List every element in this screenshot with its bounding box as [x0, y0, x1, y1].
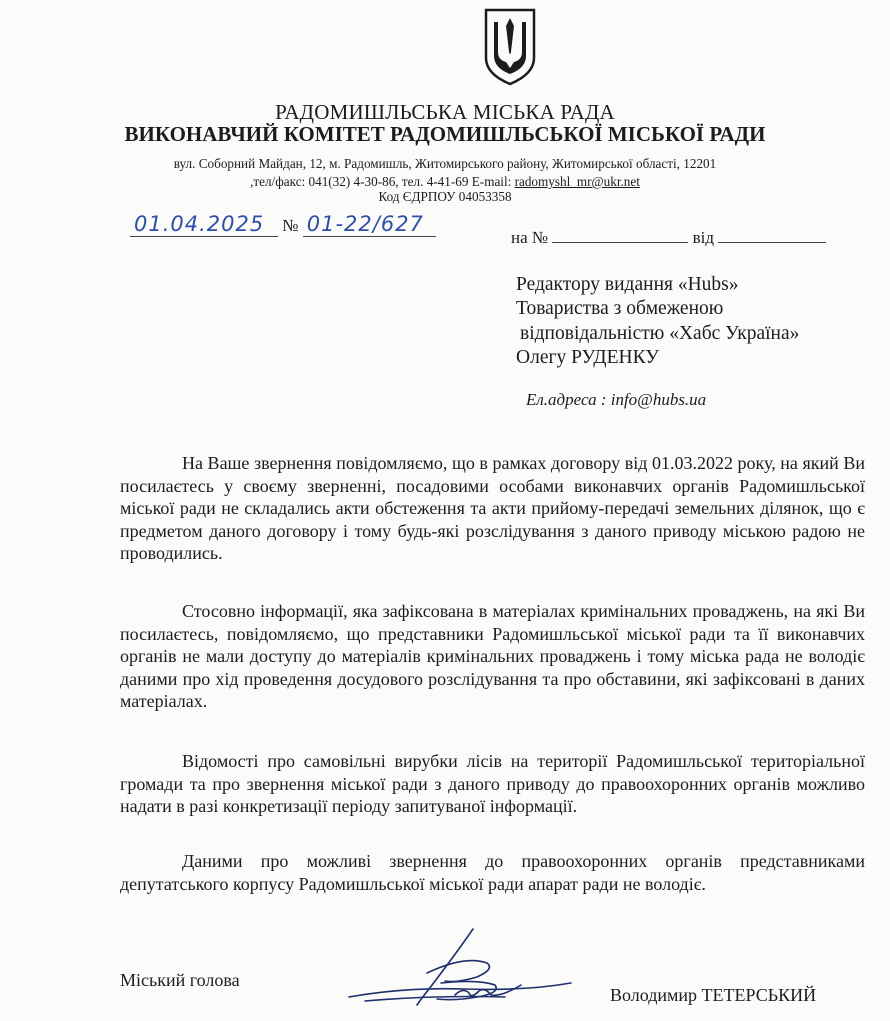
body-paragraph-3: Відомості про самовільні вирубки лісів на території Радомишльської територіальної громади та про звернення міської ради з даного приводу до правоохоронних органів можливо надати в разі конкретизації періоду запитуваної інформації. [120, 751, 865, 816]
incoming-number-label: на № [511, 228, 549, 247]
body-paragraph-2: Стосовно інформації, яка зафіксована в матеріалах кримінальних проваджень, на які Ви посилаєтесь, повідомляємо, що представники Радомишльської міської ради та її виконавчих органів не мали доступу до матеріалів кримінальних проваджень і тому міська рада не володіє даними про хід проведення досудового розслідування та про обставини, які зафіксовані в даних матеріалах. [120, 601, 865, 711]
council-edrpou: Код ЄДРПОУ 04053358 [378, 189, 512, 204]
addressee-line-3: відповідальністю «Хабс Україна» [520, 323, 800, 344]
addressee-email: Ел.адреса : info@hubs.ua [526, 390, 707, 409]
addressee-line-2: Товариства з обмеженою [516, 298, 724, 319]
committee-title: ВИКОНАВЧИЙ КОМІТЕТ РАДОМИШЛЬСЬКОЇ МІСЬКОЇ РАДИ [124, 122, 766, 146]
addressee-line-1: Редактору видання «Hubs» [516, 274, 739, 295]
council-address: вул. Соборний Майдан, 12, м. Радомишль, Житомирського району, Житомирської області, 12201 [173, 156, 717, 171]
council-phone: ,тел/факс: 041(32) 4-30-86, тел. 4-41-69 E-mail: [250, 174, 515, 189]
signer-position: Міський голова [120, 970, 240, 990]
council-title: РАДОМИШЛЬСЬКА МІСЬКА РАДА [275, 100, 615, 124]
incoming-date-blank [718, 228, 826, 243]
council-contacts [0, 174, 890, 190]
council-email: radomyshl_mr@ukr.net [514, 174, 640, 189]
outgoing-registration [130, 212, 436, 237]
ukraine-trident-emblem-icon [480, 6, 540, 86]
outgoing-date: 01.04.2025 [130, 212, 278, 237]
incoming-date-label: від [692, 228, 715, 247]
outgoing-number: 01-22/627 [303, 212, 436, 237]
addressee-line-4: Олегу РУДЕНКУ [516, 347, 660, 368]
incoming-registration [511, 228, 826, 248]
number-sign: № [282, 216, 299, 235]
handwritten-signature [345, 925, 575, 1015]
incoming-number-blank [552, 228, 688, 243]
body-paragraph-1: На Ваше звернення повідомляємо, що в рамках договору від 01.03.2022 року, на який Ви посилаєтесь у своєму зверненні, посадовими особами виконавчих органів Радомишльської міської ради не складались акти обстеження та акти прийому-передачі земельних ділянок, що є предметом даного договору і тому будь-які розслідування з даного приводу міською радою не проводились. [120, 453, 865, 563]
body-paragraph-4: Даними про можливі звернення до правоохоронних органів представниками депутатського корпусу Радомишльської міської ради апарат ради не володіє. [120, 851, 865, 894]
signer-name: Володимир ТЕТЕРСЬКИЙ [610, 985, 817, 1005]
